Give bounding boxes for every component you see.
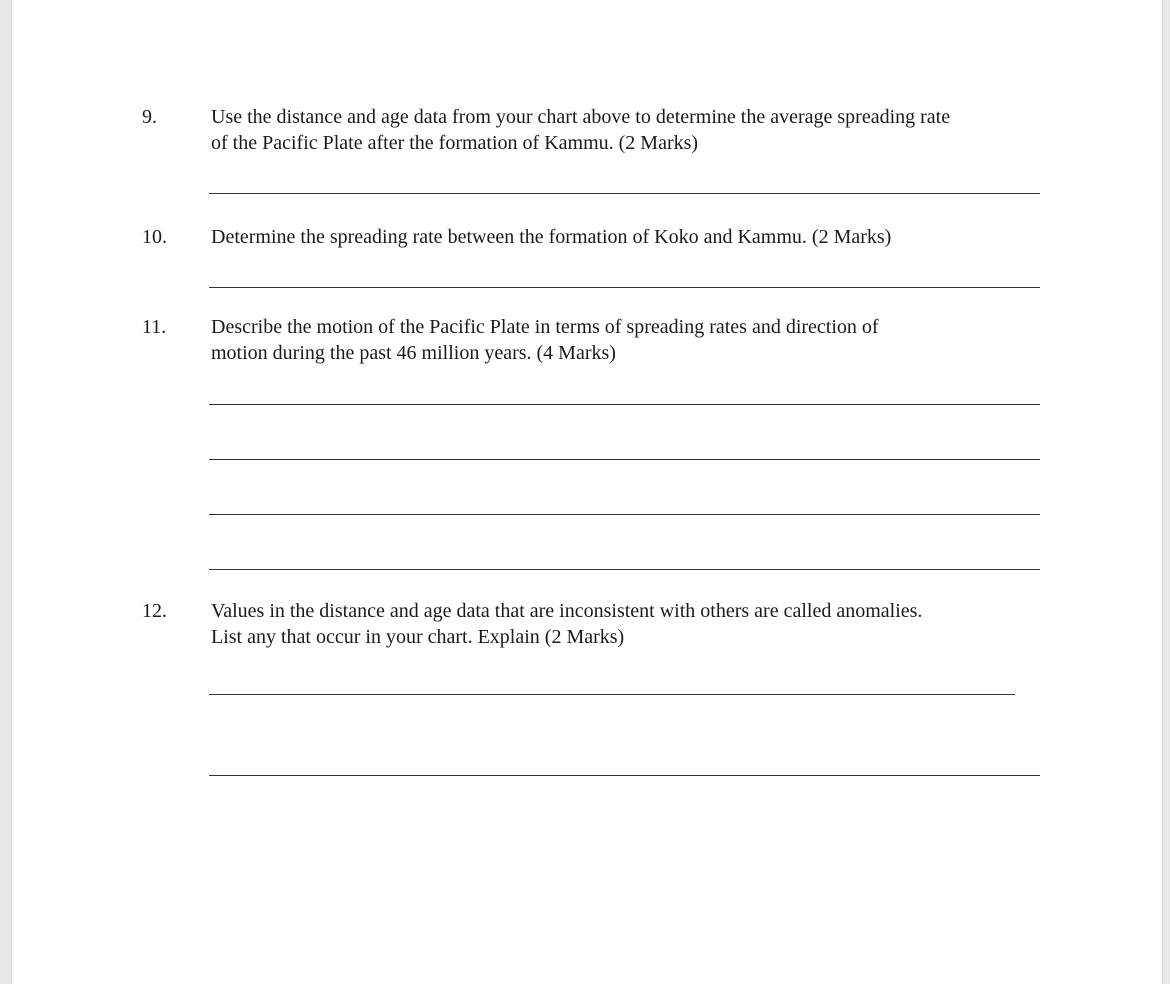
- question-9-text: [211, 104, 1051, 156]
- question-9-line-1: Use the distance and age data from your chart above to determine the average spreading rate: [211, 106, 951, 128]
- answer-line-q12-1[interactable]: [209, 694, 1015, 695]
- question-9-number: 9.: [142, 106, 157, 128]
- answer-line-q12-2[interactable]: [209, 775, 1040, 776]
- question-12-number: 12.: [142, 600, 167, 622]
- worksheet-page: [12, 0, 1162, 984]
- question-10-line-1: Determine the spreading rate between the formation of Koko and Kammu. (2 Marks): [211, 226, 892, 248]
- question-12-line-2: List any that occur in your chart. Explain (2 Marks): [211, 626, 625, 648]
- question-12-text: [211, 598, 1051, 650]
- question-10-text: [211, 224, 1051, 250]
- answer-line-q11-4[interactable]: [209, 569, 1040, 570]
- question-11-text: [211, 314, 1051, 366]
- question-12-line-1: Values in the distance and age data that are inconsistent with others are called anomalies.: [211, 600, 923, 622]
- question-11-number: 11.: [142, 316, 167, 338]
- question-10-number: 10.: [142, 226, 167, 248]
- answer-line-q10-1[interactable]: [209, 287, 1040, 288]
- question-9-line-2: of the Pacific Plate after the formation of Kammu. (2 Marks): [211, 132, 699, 154]
- question-11-line-1: Describe the motion of the Pacific Plate in terms of spreading rates and direction of: [211, 316, 879, 338]
- answer-line-q11-2[interactable]: [209, 459, 1040, 460]
- answer-line-q9-1[interactable]: [209, 193, 1040, 194]
- question-11-line-2: motion during the past 46 million years. (4 Marks): [211, 342, 616, 364]
- answer-line-q11-1[interactable]: [209, 404, 1040, 405]
- answer-line-q11-3[interactable]: [209, 514, 1040, 515]
